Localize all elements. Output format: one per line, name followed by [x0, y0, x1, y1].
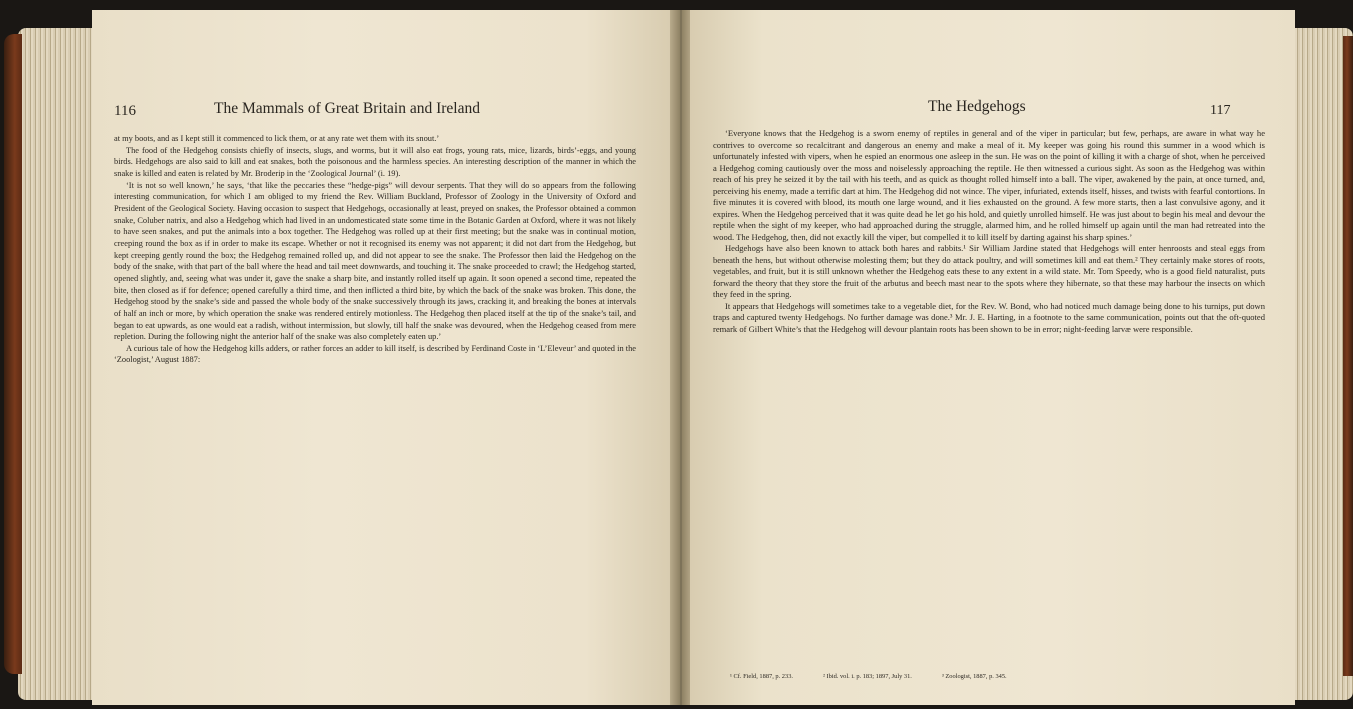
body-text [713, 128, 1265, 335]
book-fore-edge-left [18, 28, 96, 700]
footnote: ³ Zoologist, 1887, p. 345. [941, 673, 1007, 680]
page-number: 116 [114, 103, 136, 119]
footnote: ² Ibid. vol. i. p. 183; 1897, July 31. [822, 673, 912, 680]
paragraph: A curious tale of how the Hedgehog kills adders, or rather forces an adder to kill itself, is described by Ferdinand Coste in ‘L’Eleveur’ and quoted in the ‘Zoologist,’ August 1887: [114, 343, 636, 365]
paragraph: Hedgehogs have also been known to attack both hares and rabbits.¹ Sir William Jardine stated that Hedgehogs will enter henroosts and steal eggs from beneath the hens, but without otherwise molesting them; but they do attack poultry, and will sometimes kill and eat them.² They certainly make stores of roots, vegetables, and fruit, but it is still unknown whether the Hedgehog eats these to any extent in a wild state. Mr. Tom Speedy, who is a good field naturalist, puts forward the theory that they store the fruit of the arbutus and beech mast near to the spots where they hibernate, so that these may harbour the insects on which they feed in the spring. [713, 243, 1265, 299]
footnotes [730, 673, 1250, 680]
body-text [114, 133, 636, 366]
running-head: The Mammals of Great Britain and Ireland [214, 100, 480, 117]
paragraph: The food of the Hedgehog consists chiefly of insects, slugs, and worms, but it will also eat frogs, young rats, mice, lizards, birds’-eggs, and young birds. Hedgehogs are also said to kill and eat snakes, both the poisonous and the harmless species. An interesting description of the manner in which the snake is killed and eaten is related by Mr. Broderip in the ‘Zoological Journal’ (i. 19). [114, 145, 636, 178]
page-number: 117 [1210, 103, 1231, 118]
book-gutter [670, 10, 692, 705]
paragraph: at my boots, and as I kept still it commenced to lick them, or at any rate wet them with its snout.’ [114, 134, 440, 143]
book-fore-edge-right [1295, 28, 1353, 700]
paragraph: ‘Everyone knows that the Hedgehog is a sworn enemy of reptiles in general and of the viper in particular; but few, perhaps, are aware in what way he contrives to overcome so recalcitrant and dangerous an enemy and make a meal of it. My keeper was going his round this summer in a wood which is unfortunately infested with vipers, when he espied an enormous one asleep in the sun. He was on the point of killing it with a charge of shot, when he perceived a Hedgehog coming cautiously over the moss and noiselessly approaching the reptile. He then witnessed a curious sight. As soon as the Hedgehog was within reach of his prey he seized it by the tail with his teeth, and as quick as thought rolled himself into a ball. The viper, awakened by the pain, at once turned, and, perceiving his enemy, made a terrific dart at him. The Hedgehog did not wince. The viper, infuriated, extends itself, hisses, and twists with fearful contortions. In five minutes it is covered with blood, its mouth one large wound, and it lies exhausted on the ground. A few more starts, then a last convulsive agony, and it expires. When the Hedgehog perceived that it was quite dead he let go his hold, and quietly unrolled himself. He was just about to begin his meal and devour the reptile when the sight of my keeper, who had approached during the struggle, alarmed him, and he rolled himself up again until the man had retreated into the wood. The Hedgehog, then, did not exactly kill the viper, but compelled it to kill itself by darting against his sharp spines.’ [713, 128, 1265, 242]
paragraph: ‘It is not so well known,’ he says, ‘that like the peccaries these “hedge-pigs” will devour serpents. That they will do so appears from the following interesting communication, for which I am obliged to my friend the Rev. William Buckland, Professor of Zoology in the University of Oxford and President of the Geological Society. Having occasion to suspect that Hedgehogs, occasionally at least, preyed on snakes, the Professor obtained a common snake, Coluber natrix, and also a Hedgehog which had lived in an undomesticated state some time in the Botanic Garden at Oxford, where it was not likely to have seen snakes, and put the animals into a box together. The Hedgehog was rolled up at their first meeting; but the snake was in continual motion, creeping round the box as if in order to make its escape. Whether or not it recognised its enemy was not apparent; it did not dart from the Hedgehog, but kept creeping gently round the box; the Hedgehog remained rolled up, and did not appear to see the snake. The Professor then laid the Hedgehog on the body of the snake, with that part of the ball where the head and tail meet downwards, and touching it. The snake proceeded to crawl; the Hedgehog started, opened slightly, and, seeing what was under it, gave the snake a sharp bite, and instantly rolled itself up again. It soon opened a second time, repeated the bite, then closed as if for defence; opened carefully a third time, and then inflicted a third bite, by which the back of the snake was broken. This done, the Hedgehog stood by the snake’s side and passed the whole body of the snake successively through its jaws, cracking it, and breaking the bones at intervals of half an inch or more, by which operation the snake was rendered entirely motionless. The Hedgehog then placed itself at the tip of the snake’s tail, and began to eat upwards, as one would eat a radish, without intermission, but slowly, till half the snake was devoured, when the Hedgehog ceased from mere repletion. During the following night the anterior half of the snake was also completely eaten up.’ [114, 180, 636, 342]
footnote: ¹ Cf. Field, 1887, p. 233. [730, 673, 793, 680]
paragraph: It appears that Hedgehogs will sometimes take to a vegetable diet, for the Rev. W. Bond, who had noticed much damage being done to his turnips, put down traps and captured twenty Hedgehogs. No further damage was done.³ Mr. J. E. Harting, in a footnote to the same communication, points out that the oft-quoted remark of Gilbert White’s that the Hedgehog will devour plantain roots has been shown to be in error; night-feeding larvæ were responsible. [713, 300, 1265, 334]
right-page [690, 10, 1295, 705]
left-page [92, 10, 672, 705]
running-head: The Hedgehogs [928, 98, 1026, 115]
